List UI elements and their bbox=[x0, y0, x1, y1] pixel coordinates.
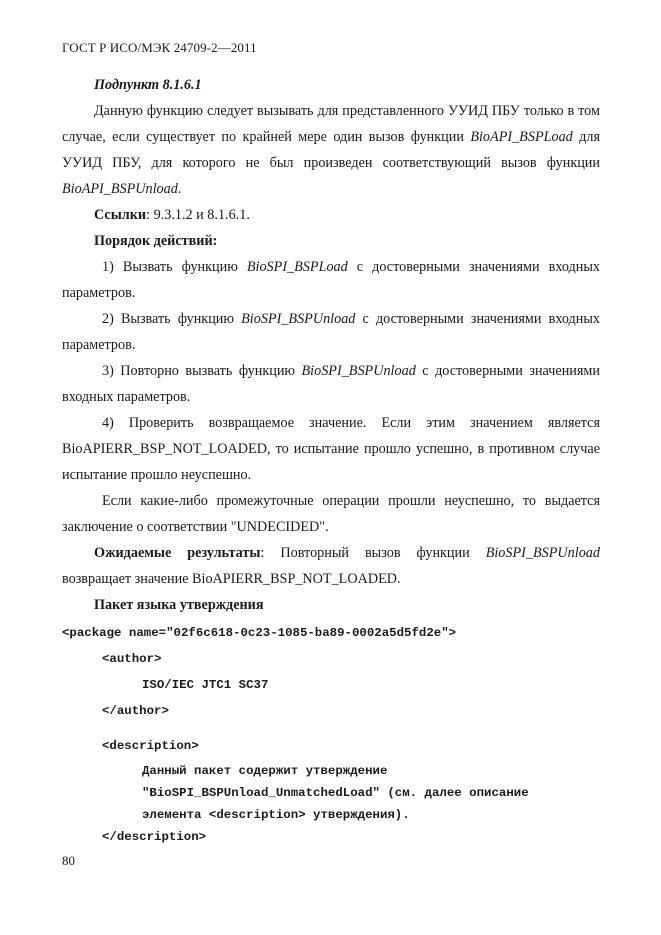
page-number: 80 bbox=[62, 853, 75, 868]
step-text: 1) Вызвать функцию bbox=[102, 259, 247, 275]
expected-text-1: : Повторный вызов функции bbox=[260, 545, 486, 561]
page-header: ГОСТ Р ИСО/МЭК 24709-2—2011 bbox=[62, 40, 257, 55]
description-text-1: Данную функцию следует вызывать для представленного УУИД ПБУ только в том случае, если существует по крайней мере один вызов функции bbox=[62, 103, 600, 145]
expected-text-2: возвращает значение BioAPIERR_BSP_NOT_LOADED. bbox=[62, 571, 401, 587]
references-value: : 9.3.1.2 и 8.1.6.1. bbox=[146, 207, 250, 223]
code-line: Данный пакет содержит утверждение bbox=[142, 764, 388, 778]
procedure-title: Порядок действий: bbox=[94, 233, 218, 249]
procedure-step bbox=[62, 306, 600, 358]
step-text: 3) Повторно вызвать функцию bbox=[102, 363, 302, 379]
code-line: <author> bbox=[102, 652, 162, 666]
step-text: с достоверными значениями входных параметров. bbox=[62, 259, 600, 301]
code-line: "BioSPI_BSPUnload_UnmatchedLoad" (см. далее описание bbox=[142, 786, 529, 800]
code-line: ISO/IEC JTC1 SC37 bbox=[142, 678, 269, 692]
function-name: BioSPI_BSPUnload bbox=[241, 311, 356, 327]
code-line: <description> bbox=[102, 739, 199, 753]
function-name: BioAPI_BSPLoad bbox=[470, 129, 573, 145]
function-name: BioSPI_BSPUnload bbox=[485, 545, 600, 561]
procedure-step bbox=[62, 410, 600, 488]
subclause-title: Подпункт 8.1.6.1 bbox=[94, 77, 202, 93]
code-line: элемента <description> утверждения). bbox=[142, 808, 410, 822]
step-text: с достоверными значениями входных параметров. bbox=[62, 363, 600, 405]
procedure-note: Если какие-либо промежуточные операции прошли неуспешно, то выдается заключение о соответствии "UNDECIDED". bbox=[62, 493, 600, 535]
references-label: Ссылки bbox=[94, 207, 147, 223]
expected-results-paragraph bbox=[62, 540, 600, 592]
step-text: с достоверными значениями входных параметров. bbox=[62, 311, 600, 353]
procedure-step bbox=[62, 358, 600, 410]
step-text: 2) Вызвать функцию bbox=[102, 311, 242, 327]
description-text-2: для УУИД ПБУ, для которого не был произведен соответствующий вызов функции bbox=[62, 129, 600, 171]
description-paragraph bbox=[62, 98, 600, 202]
code-line: </description> bbox=[102, 830, 207, 844]
function-name: BioSPI_BSPLoad bbox=[246, 259, 348, 275]
function-name: BioAPI_BSPUnload bbox=[62, 181, 178, 197]
document-body bbox=[62, 72, 600, 618]
procedure-step bbox=[62, 254, 600, 306]
code-line: <package name="02f6c618-0c23-1085-ba89-0002a5d5fd2e"> bbox=[62, 626, 457, 640]
code-line: </author> bbox=[102, 704, 169, 718]
expected-label: Ожидаемые результаты bbox=[94, 545, 261, 561]
function-name: BioSPI_BSPUnload bbox=[301, 363, 416, 379]
description-text-3: . bbox=[177, 181, 182, 197]
references-paragraph bbox=[62, 202, 600, 228]
step-text: 4) Проверить возвращаемое значение. Если этим значением является BioAPIERR_BSP_NOT_LOADED, то испытание прошло успешно, в противном случае испытание прошло неуспешно. bbox=[62, 415, 600, 483]
package-section-title: Пакет языка утверждения bbox=[94, 597, 264, 613]
